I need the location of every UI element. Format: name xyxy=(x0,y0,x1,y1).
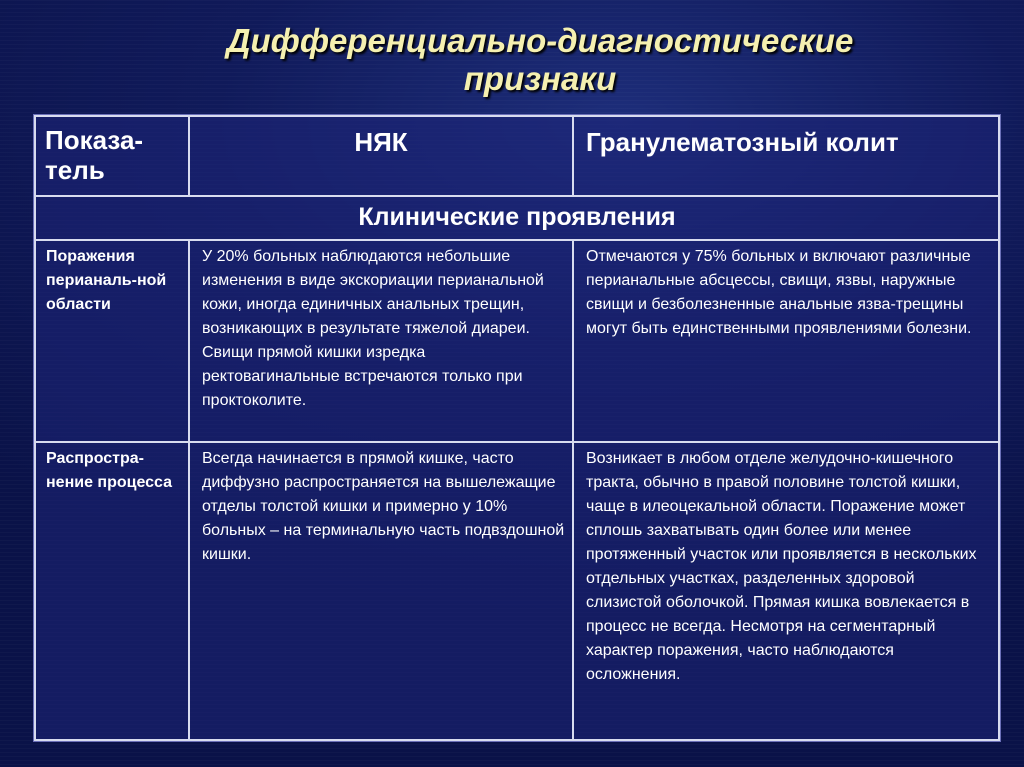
header-gk-label: Гранулематозный колит xyxy=(586,127,899,157)
header-nyak-label: НЯК xyxy=(354,127,408,157)
cell-gk-spread xyxy=(573,442,999,740)
section-title: Клинические проявления xyxy=(358,203,676,231)
cell-gk-perianal xyxy=(573,240,999,442)
section-row xyxy=(35,196,999,240)
row-label-spread xyxy=(35,442,189,740)
cell-nyak-perianal xyxy=(189,240,573,442)
comparison-table xyxy=(34,115,1000,741)
slide-title xyxy=(150,22,930,98)
table-row xyxy=(35,442,999,740)
cell-text: Отмечаются у 75% больных и включают различные перианальные абсцессы, свищи, язвы, наружные свищи и безболезненные анальные язва-трещины могут быть единственными проявлениями болезни. xyxy=(586,248,972,337)
cell-text: Возникает в любом отделе желудочно-кишечного тракта, обычно в правой половине толстой кишки, чаще в илеоцекальной области. Поражение может сплошь захватывать один более или менее протяженный участок или проявляется в нескольких отдельных участках, разделенных здоровой слизистой оболочкой. Прямая кишка вовлекается в процесс не всегда. Несмотря на сегментарный характер поражения, часто наблюдаются осложнения. xyxy=(586,450,977,683)
header-granulomatous-colitis xyxy=(573,116,999,196)
cell-text: У 20% больных наблюдаются небольшие изменения в виде экскориации перианальной кожи, иногда единичных анальных трещин, возникающих в результате тяжелой диареи. Свищи прямой кишки изредка ректовагинальные встречаются только при проктоколите. xyxy=(202,248,544,409)
header-indicator-label: Показа-тель xyxy=(45,125,144,185)
section-clinical-manifestations xyxy=(35,196,999,240)
slide-title-line2: признаки xyxy=(463,60,617,97)
header-nyak xyxy=(189,116,573,196)
header-row xyxy=(35,116,999,196)
cell-nyak-spread xyxy=(189,442,573,740)
row-label-text: Распростра-нение процесса xyxy=(46,450,173,491)
row-label-text: Поражения перианаль-ной области xyxy=(46,248,167,313)
cell-text: Всегда начинается в прямой кишке, часто диффузно распространяется на вышележащие отделы толстой кишки и примерно у 10% больных – на терминальную часть подвздошной кишки. xyxy=(202,450,565,563)
table-row xyxy=(35,240,999,442)
header-indicator xyxy=(35,116,189,196)
slide-title-line1: Дифференциально-диагностические xyxy=(226,22,854,59)
row-label-perianal xyxy=(35,240,189,442)
